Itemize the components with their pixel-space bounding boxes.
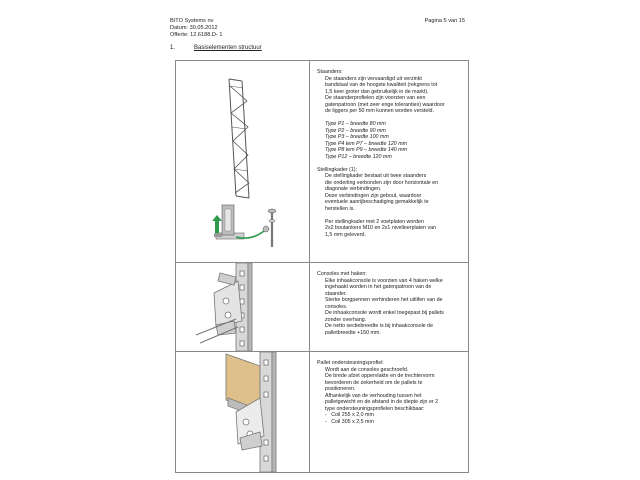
type-item: Type P1 – breedte 80 mm [325,121,386,127]
coil-text: Coil 255 x 2,0 mm [331,412,374,418]
standers-line: De staanders zijn vervaardigd uit verzinkt [325,75,422,82]
coil-list-item [317,419,464,426]
consoles-line: De inhaakconsole wordt enkel toegepast bij pallets [325,310,444,316]
image-cell [176,61,310,262]
console-hook-illustration [176,263,309,351]
type-item: Type P8 tem P9 – breedte 140 mm [325,147,408,153]
standers-line: De staanderprofielen zijn voorzien van een [325,95,426,101]
section-title: Basiselementen structuur [194,45,262,51]
section-number: 1. [170,45,176,51]
consoles-line: Sterke borgpennen verhinderen het uitlifen van de [325,297,443,303]
list-bullet: - [325,412,327,418]
pallet-support-line: Afhankelijk van de verhouding tussen het [325,392,422,399]
standers-title: Staanders: [317,69,343,75]
text-cell [309,61,468,238]
rack-frame-illustration [176,61,309,262]
frame-line: eventuele aanrijbeschadiging gemakkelijk te [325,199,429,205]
table-row [176,351,468,472]
image-cell [176,263,310,351]
consoles-line: consoles. [325,303,348,310]
coil-text: Coil 305 x 2,5 mm [331,418,374,425]
pallet-support-title: Pallet ondersteuningsprofiel: [317,360,384,366]
document-header [170,18,222,39]
standers-line: de liggers per 50 mm kunnen worden versteld. [325,108,434,114]
offer-number: Offerte: 12.6188.D- 1 [170,32,223,38]
frame-line: De stellingkader bestaat uit twee staanders [325,173,427,179]
type-item: Type P3 – breedte 100 mm [325,134,389,140]
standers-line: bandstaal van de hoogste kwaliteit (rekgrens tot [325,82,438,88]
frame-line: Deze verbindingen zijn gebout, waardoor [325,192,422,199]
pallet-support-line: Wordt aan de consoles geschroefd. [325,366,409,373]
consoles-line: Elke inhaakconsole is voorzien van 4 haken welke [325,277,443,284]
page-number: Pagina 5 van 15 [424,18,465,24]
standers-line: 1,5 keer groter dan gebruikelijk in de markt). [325,88,429,95]
pallet-support-illustration [176,352,309,472]
frame-line: diagonale verbindingen. [325,186,382,192]
document-date: Datum: 30.05.2012 [170,25,218,31]
consoles-line: De netto sectiebreedte is bij inhaakconsole de [325,323,434,329]
standers-line: gatenpatroon (met zeer enge toleranties) waardoor [325,101,445,108]
consoles-line: palletbreedte +150 mm. [325,329,381,336]
frame-line: die onderling verbonden zijn door horizontale en [325,179,439,186]
frame-line: Per stellingkader met 2 voetplaten worden [325,218,424,225]
type-item: Type P12 – breedte 120 mm [325,153,392,160]
image-cell [176,352,310,472]
table-row [176,262,468,351]
section-heading [170,45,262,51]
pallet-support-line: bevorderen de zekerheid om de pallets te [325,379,423,386]
text-cell [309,263,468,336]
frame-line: 1,5 mm geleverd. [325,231,366,238]
document-page [170,0,470,480]
company-name: BITO Systems nv [170,18,214,24]
pallet-support-line: positioneren. [325,386,356,392]
consoles-title: Consoles met haken: [317,271,367,277]
base-plate-detail-illustration [212,205,276,247]
text-cell [309,352,468,425]
frame-line: 2x2 boutankers M10 en 2x1 nivelleerplaten van [325,225,437,231]
structure-table [175,60,469,473]
consoles-line: zonder overhang. [325,316,367,323]
pallet-support-line: De brede afzet oppervlakte en de trechtervorm [325,373,435,379]
pallet-support-line: type ondersteuningsprofielen beschikbaar: [325,405,425,412]
frame-line: herstellen is. [325,205,355,212]
type-item: Type P2 – breedte 90 mm [325,127,386,134]
consoles-line: ingehaakt worden in het gatenpatroon van de [325,284,432,290]
pallet-support-line: palletgewicht en de afstand in de diepte zijn er 2 [325,399,439,405]
consoles-line: staander. [325,290,347,297]
type-item: Type P4 tem P7 – breedte 120 mm [325,140,408,147]
frame-title: Stellingkader (1): [317,166,358,173]
table-row [176,61,468,262]
list-bullet: - [325,418,327,425]
